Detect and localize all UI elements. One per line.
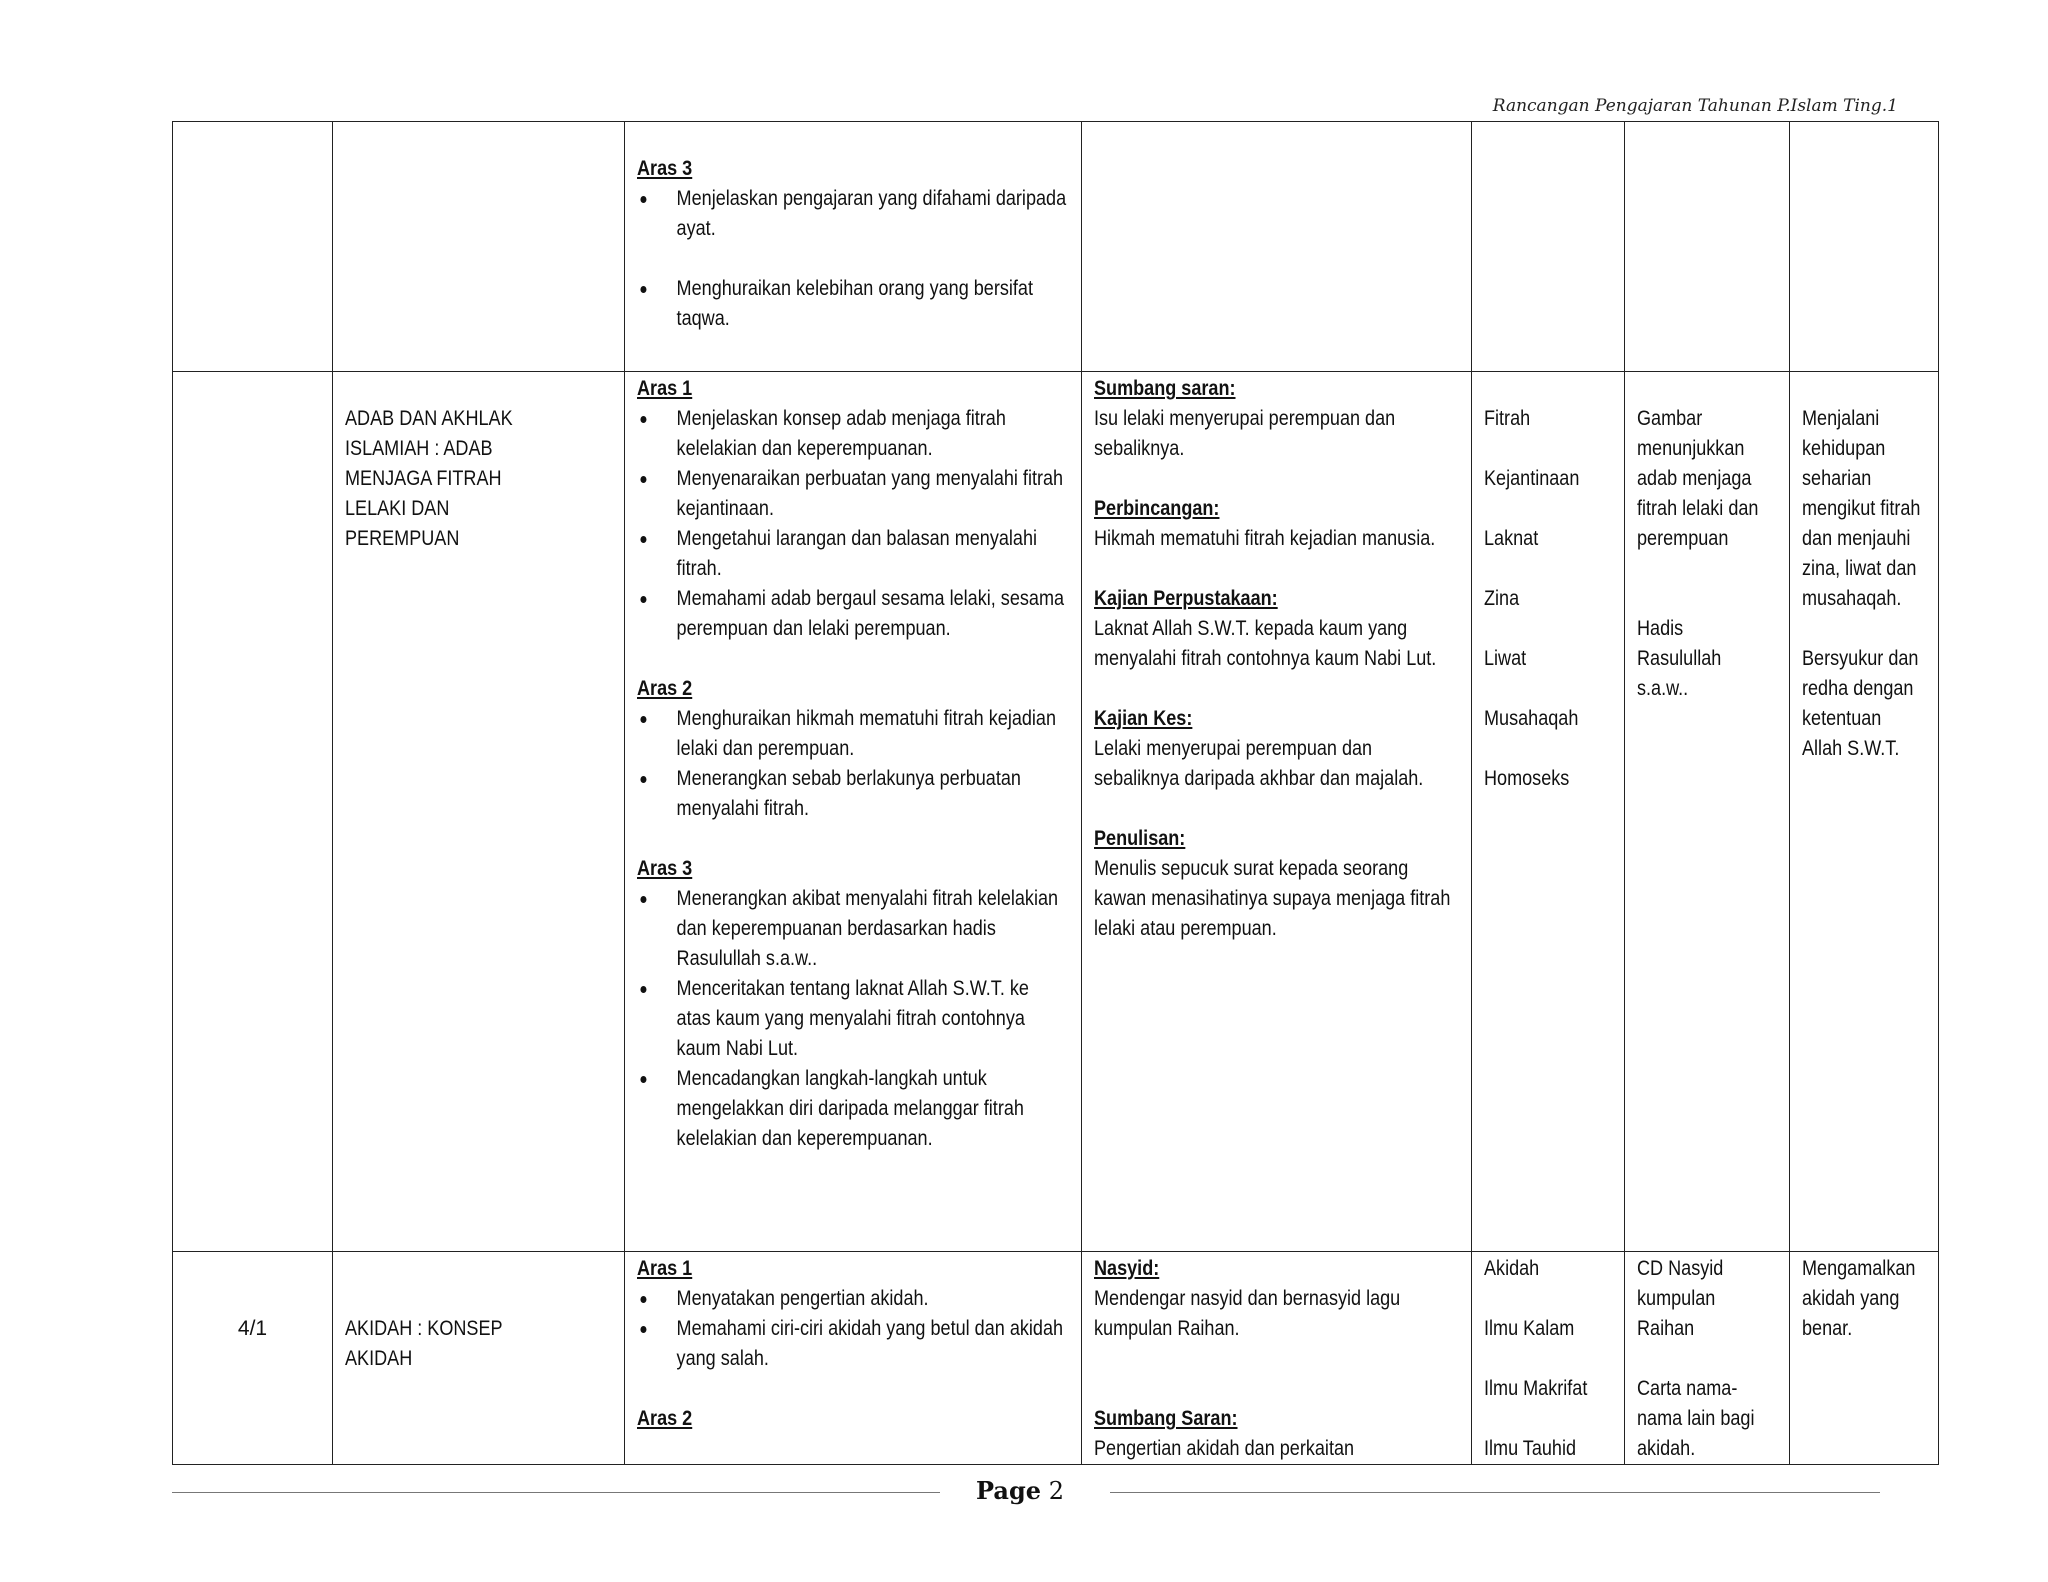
topic-cell: AKIDAH : KONSEP AKIDAH <box>333 1252 625 1465</box>
concepts-cell <box>1472 122 1625 372</box>
list-item: Menceritakan tentang laknat Allah S.W.T. ke atas kaum yang menyalahi fitrah contohnya kaum Nabi Lut. <box>637 974 1068 1064</box>
level-heading: Aras 2 <box>637 677 693 700</box>
concept-term: Akidah <box>1484 1257 1540 1280</box>
list-item: Menerangkan sebab berlakunya perbuatan menyalahi fitrah. <box>637 764 1068 824</box>
list-item: Menyatakan pengertian akidah. <box>637 1284 1068 1314</box>
activities-cell <box>1082 372 1472 1252</box>
materials-cell <box>1625 122 1790 372</box>
activity-title: Sumbang saran: <box>1094 377 1236 400</box>
concept-term: Ilmu Makrifat <box>1484 1377 1588 1400</box>
level-heading: Aras 2 <box>637 1407 693 1430</box>
objectives-cell <box>625 122 1082 372</box>
concept-term: Musahaqah <box>1484 707 1579 730</box>
activity-title: Perbincangan: <box>1094 497 1220 520</box>
activities-cell <box>1082 122 1472 372</box>
activity-text: Isu lelaki menyerupai perempuan dan sebaliknya. <box>1094 407 1396 460</box>
level-heading: Aras 3 <box>637 157 693 180</box>
level-heading: Aras 1 <box>637 377 693 400</box>
footer-rule-right <box>1110 1492 1880 1493</box>
activity-title: Kajian Perpustakaan: <box>1094 587 1278 610</box>
concept-term: Ilmu Kalam <box>1484 1317 1575 1340</box>
week-cell <box>173 122 333 372</box>
table-row <box>173 1252 1939 1465</box>
activity-text: Lelaki menyerupai perempuan dan sebaliknya daripada akhbar dan majalah. <box>1094 737 1424 790</box>
concept-term: Liwat <box>1484 647 1527 670</box>
footer-rule-left <box>172 1492 940 1493</box>
activity-text: Mendengar nasyid dan bernasyid lagu kumpulan Raihan. <box>1094 1287 1401 1340</box>
materials-cell <box>1625 1252 1790 1465</box>
week-cell: 4/1 <box>173 1252 333 1465</box>
list-item: Memahami adab bergaul sesama lelaki, sesama perempuan dan lelaki perempuan. <box>637 584 1068 644</box>
level-heading: Aras 1 <box>637 1257 693 1280</box>
values-cell <box>1790 122 1939 372</box>
material-item: CD Nasyid kumpulan Raihan <box>1637 1257 1724 1340</box>
list-item: Menjelaskan konsep adab menjaga fitrah kelelakian dan keperempuanan. <box>637 404 1068 464</box>
activity-text: Pengertian akidah dan perkaitan <box>1094 1437 1355 1460</box>
list-item: Menghuraikan kelebihan orang yang bersifat taqwa. <box>637 274 1068 334</box>
running-header: Rancangan Pengajaran Tahunan P.Islam Ting.1 <box>1492 96 1898 116</box>
list-item: Mencadangkan langkah-langkah untuk mengelakkan diri daripada melanggar fitrah kelelakian dan keperempuanan. <box>637 1064 1068 1154</box>
concept-term: Homoseks <box>1484 767 1570 790</box>
concept-term: Ilmu Tauhid <box>1484 1437 1577 1460</box>
materials-cell <box>1625 372 1790 1252</box>
concept-term: Zina <box>1484 587 1520 610</box>
values-cell <box>1790 1252 1939 1465</box>
page-number-value: 2 <box>1048 1477 1064 1505</box>
topic-cell: ADAB DAN AKHLAK ISLAMIAH : ADAB MENJAGA FITRAH LELAKI DAN PEREMPUAN <box>333 372 625 1252</box>
activity-text: Menulis sepucuk surat kepada seorang kawan menasihatinya supaya menjaga fitrah lelaki atau perempuan. <box>1094 857 1451 940</box>
material-item: Carta nama-nama lain bagi akidah. <box>1637 1377 1755 1460</box>
table-row <box>173 122 1939 372</box>
level-heading: Aras 3 <box>637 857 693 880</box>
list-item: Menjelaskan pengajaran yang difahami daripada ayat. <box>637 184 1068 244</box>
activity-text: Hikmah mematuhi fitrah kejadian manusia. <box>1094 527 1436 550</box>
activity-title: Kajian Kes: <box>1094 707 1193 730</box>
list-item: Mengetahui larangan dan balasan menyalahi fitrah. <box>637 524 1068 584</box>
lesson-plan-table <box>172 121 1939 1465</box>
concept-term: Kejantinaan <box>1484 467 1580 490</box>
page-label: Page <box>976 1476 1042 1505</box>
activity-title: Sumbang Saran: <box>1094 1407 1238 1430</box>
value-item: Mengamalkan akidah yang benar. <box>1802 1257 1916 1340</box>
list-item: Menyenaraikan perbuatan yang menyalahi fitrah kejantinaan. <box>637 464 1068 524</box>
activity-title: Nasyid: <box>1094 1257 1160 1280</box>
concept-term: Fitrah <box>1484 407 1531 430</box>
activity-text: Laknat Allah S.W.T. kepada kaum yang menyalahi fitrah contohnya kaum Nabi Lut. <box>1094 617 1437 670</box>
objectives-cell <box>625 1252 1082 1465</box>
page-number <box>940 1476 1100 1505</box>
value-item: Bersyukur dan redha dengan ketentuan Allah S.W.T. <box>1802 647 1919 760</box>
objectives-cell <box>625 372 1082 1252</box>
week-cell <box>173 372 333 1252</box>
material-item: Hadis Rasulullah s.a.w.. <box>1637 617 1722 700</box>
concept-term: Laknat <box>1484 527 1539 550</box>
material-item: Gambar menunjukkan adab menjaga fitrah lelaki dan perempuan <box>1637 407 1759 550</box>
list-item: Memahami ciri-ciri akidah yang betul dan akidah yang salah. <box>637 1314 1068 1374</box>
activities-cell <box>1082 1252 1472 1465</box>
topic-cell <box>333 122 625 372</box>
list-item: Menghuraikan hikmah mematuhi fitrah kejadian lelaki dan perempuan. <box>637 704 1068 764</box>
list-item: Menerangkan akibat menyalahi fitrah kelelakian dan keperempuanan berdasarkan hadis Rasulullah s.a.w.. <box>637 884 1068 974</box>
values-cell <box>1790 372 1939 1252</box>
concepts-cell <box>1472 1252 1625 1465</box>
value-item: Menjalani kehidupan seharian mengikut fitrah dan menjauhi zina, liwat dan musahaqah. <box>1802 407 1921 610</box>
table-row <box>173 372 1939 1252</box>
activity-title: Penulisan: <box>1094 827 1186 850</box>
concepts-cell <box>1472 372 1625 1252</box>
